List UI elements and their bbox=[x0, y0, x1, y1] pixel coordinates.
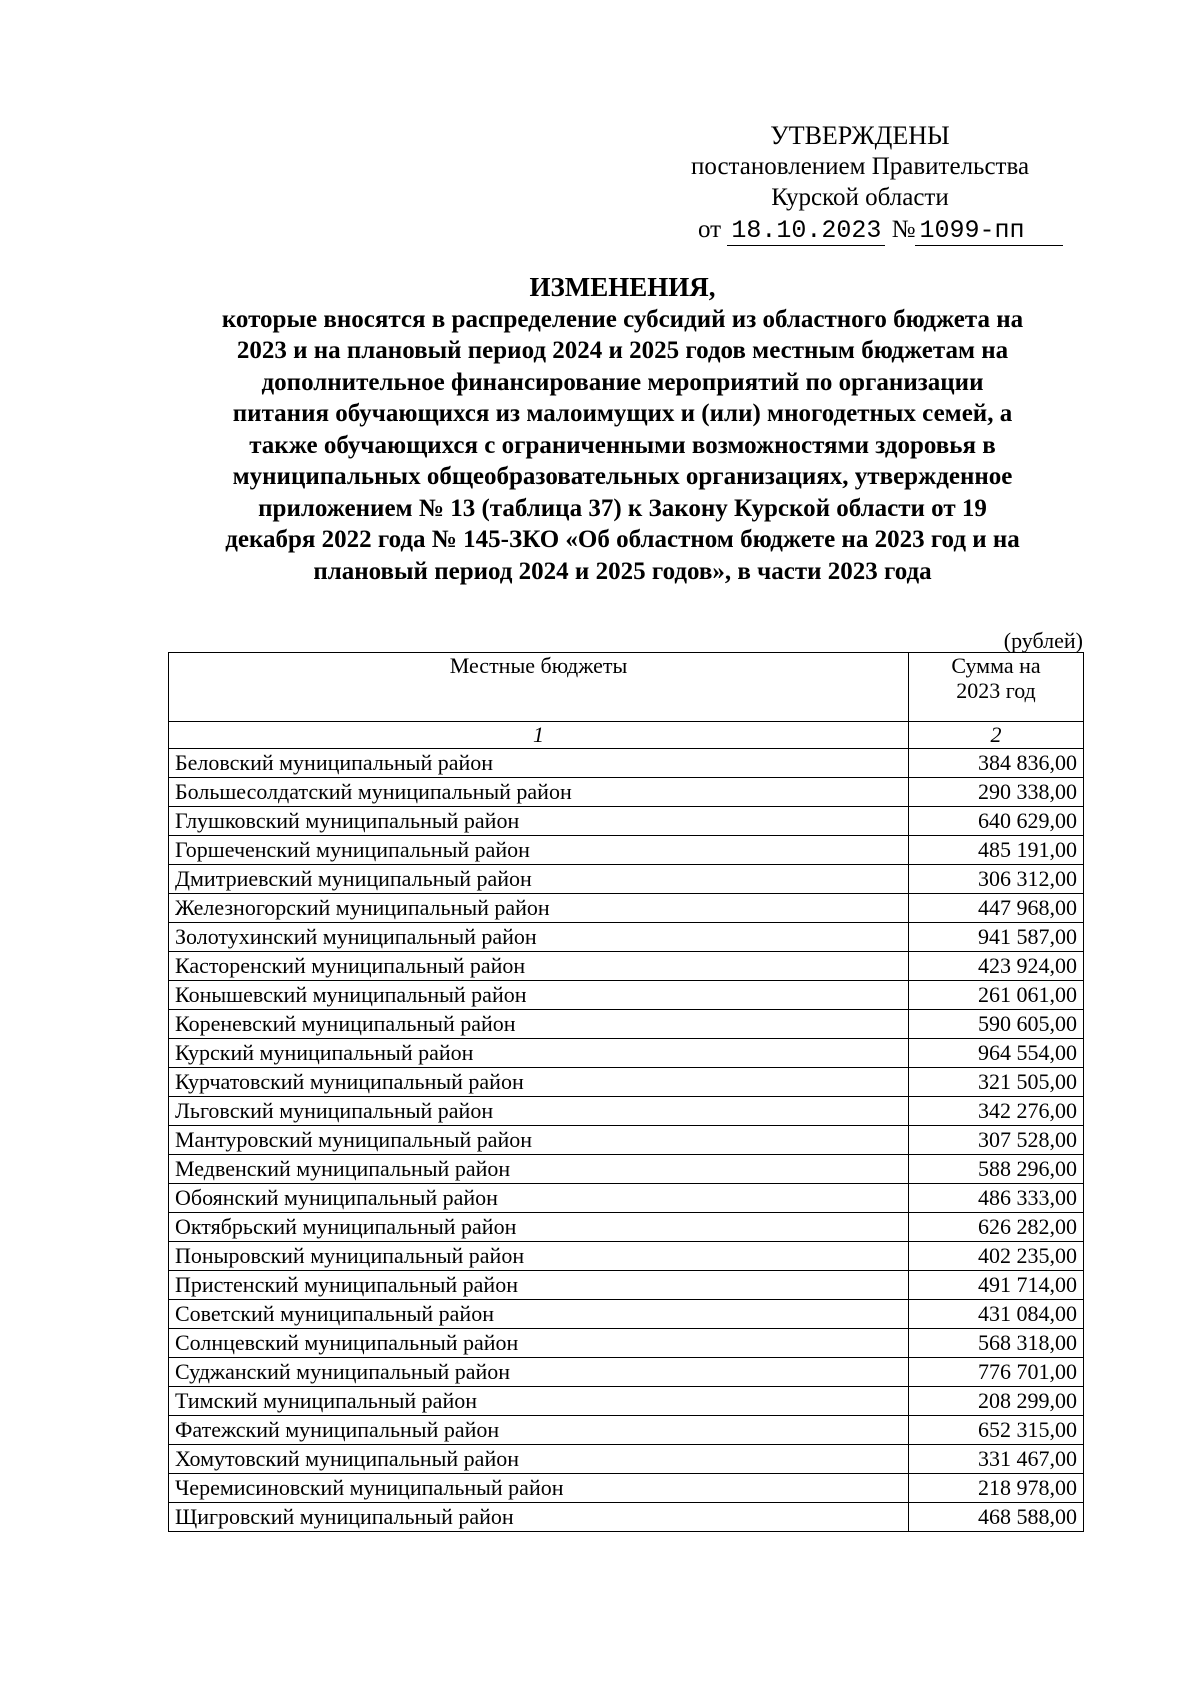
table-row bbox=[169, 1097, 1084, 1126]
budget-sum: 331 467,00 bbox=[909, 1445, 1084, 1474]
approval-date: 18.10.2023 bbox=[727, 216, 885, 246]
budget-name: Поныровский муниципальный район bbox=[169, 1242, 909, 1271]
subtitle-line: также обучающихся с ограниченными возможностями здоровья в bbox=[249, 431, 996, 459]
col-index: 1 bbox=[169, 722, 909, 749]
budget-sum: 218 978,00 bbox=[909, 1474, 1084, 1503]
budget-name: Тимский муниципальный район bbox=[169, 1387, 909, 1416]
budget-sum: 431 084,00 bbox=[909, 1300, 1084, 1329]
budget-sum: 290 338,00 bbox=[909, 778, 1084, 807]
budget-name: Кореневский муниципальный район bbox=[169, 1010, 909, 1039]
table-row bbox=[169, 1271, 1084, 1300]
table-row bbox=[169, 1416, 1084, 1445]
budget-table bbox=[168, 652, 1084, 1532]
budget-sum: 485 191,00 bbox=[909, 836, 1084, 865]
budget-name: Солнцевский муниципальный район bbox=[169, 1329, 909, 1358]
unit-label: (рублей) bbox=[1003, 628, 1083, 653]
budget-name: Дмитриевский муниципальный район bbox=[169, 865, 909, 894]
table-row bbox=[169, 1010, 1084, 1039]
budget-name: Хомутовский муниципальный район bbox=[169, 1445, 909, 1474]
approval-line: Курской области bbox=[771, 184, 949, 211]
budget-sum: 964 554,00 bbox=[909, 1039, 1084, 1068]
budget-name: Горшеченский муниципальный район bbox=[169, 836, 909, 865]
subtitle-line: дополнительное финансирование мероприятий по организации bbox=[261, 368, 984, 396]
table-row bbox=[169, 952, 1084, 981]
subtitle-line: питания обучающихся из малоимущих и (или) многодетных семей, а bbox=[232, 400, 1013, 427]
table-row bbox=[169, 1358, 1084, 1387]
table-row bbox=[169, 1387, 1084, 1416]
budget-name: Медвенский муниципальный район bbox=[169, 1155, 909, 1184]
budget-name: Конышевский муниципальный район bbox=[169, 981, 909, 1010]
budget-sum: 941 587,00 bbox=[909, 923, 1084, 952]
budget-sum: 447 968,00 bbox=[909, 894, 1084, 923]
budget-sum: 306 312,00 bbox=[909, 865, 1084, 894]
budget-name: Мантуровский муниципальный район bbox=[169, 1126, 909, 1155]
header-sum-text: Сумма на 2023 год bbox=[951, 653, 1041, 703]
table-row bbox=[169, 1329, 1084, 1358]
subtitle-line: приложением № 13 (таблица 37) к Закону Курской области от 19 bbox=[258, 494, 987, 522]
subtitle-line: плановый период 2024 и 2025 годов», в части 2023 года bbox=[313, 557, 932, 585]
budget-sum: 402 235,00 bbox=[909, 1242, 1084, 1271]
budget-sum: 588 296,00 bbox=[909, 1155, 1084, 1184]
table-row bbox=[169, 1242, 1084, 1271]
budget-sum: 261 061,00 bbox=[909, 981, 1084, 1010]
approval-number: 1099-пп bbox=[915, 216, 1063, 246]
subtitle bbox=[160, 304, 1085, 588]
table-row bbox=[169, 1155, 1084, 1184]
subtitle-line: муниципальных общеобразовательных организациях, утвержденное bbox=[232, 463, 1013, 490]
header-sum bbox=[909, 653, 1084, 722]
budget-sum: 640 629,00 bbox=[909, 807, 1084, 836]
table-row bbox=[169, 981, 1084, 1010]
budget-name: Фатежский муниципальный район bbox=[169, 1416, 909, 1445]
budget-name: Суджанский муниципальный район bbox=[169, 1358, 909, 1387]
table-row bbox=[169, 1068, 1084, 1097]
budget-name: Черемисиновский муниципальный район bbox=[169, 1474, 909, 1503]
approval-title: УТВЕРЖДЕНЫ bbox=[770, 121, 950, 150]
budget-name: Обоянский муниципальный район bbox=[169, 1184, 909, 1213]
budget-name: Золотухинский муниципальный район bbox=[169, 923, 909, 952]
budget-sum: 491 714,00 bbox=[909, 1271, 1084, 1300]
budget-sum: 568 318,00 bbox=[909, 1329, 1084, 1358]
budget-name: Пристенский муниципальный район bbox=[169, 1271, 909, 1300]
budget-name: Щигровский муниципальный район bbox=[169, 1503, 909, 1532]
table-row bbox=[169, 1039, 1084, 1068]
number-prefix: № bbox=[891, 216, 916, 243]
table-row bbox=[169, 1184, 1084, 1213]
budget-sum: 208 299,00 bbox=[909, 1387, 1084, 1416]
budget-sum: 626 282,00 bbox=[909, 1213, 1084, 1242]
approval-date-line bbox=[698, 216, 1063, 246]
subtitle-line: декабря 2022 года № 145-ЗКО «Об областном бюджете на 2023 год и на bbox=[225, 526, 1020, 553]
budget-name: Железногорский муниципальный район bbox=[169, 894, 909, 923]
table-row bbox=[169, 807, 1084, 836]
budget-sum: 652 315,00 bbox=[909, 1416, 1084, 1445]
budget-sum: 486 333,00 bbox=[909, 1184, 1084, 1213]
approval-block bbox=[640, 120, 1080, 213]
approval-line: постановлением Правительства bbox=[690, 153, 1030, 180]
table-row bbox=[169, 1503, 1084, 1532]
budget-sum: 423 924,00 bbox=[909, 952, 1084, 981]
budget-name: Касторенский муниципальный район bbox=[169, 952, 909, 981]
table-row bbox=[169, 865, 1084, 894]
table-row bbox=[169, 1474, 1084, 1503]
budget-sum: 342 276,00 bbox=[909, 1097, 1084, 1126]
budget-name: Большесолдатский муниципальный район bbox=[169, 778, 909, 807]
budget-name: Октябрьский муниципальный район bbox=[169, 1213, 909, 1242]
budget-sum: 307 528,00 bbox=[909, 1126, 1084, 1155]
subtitle-line: 2023 и на плановый период 2024 и 2025 годов местным бюджетам на bbox=[236, 337, 1009, 364]
budget-sum: 384 836,00 bbox=[909, 749, 1084, 778]
budget-sum: 590 605,00 bbox=[909, 1010, 1084, 1039]
subtitle-line: которые вносятся в распределение субсидий из областного бюджета на bbox=[221, 305, 1024, 333]
table-row bbox=[169, 1213, 1084, 1242]
budget-sum: 321 505,00 bbox=[909, 1068, 1084, 1097]
budget-name: Курчатовский муниципальный район bbox=[169, 1068, 909, 1097]
budget-sum: 776 701,00 bbox=[909, 1358, 1084, 1387]
budget-name: Беловский муниципальный район bbox=[169, 749, 909, 778]
header-budgets: Местные бюджеты bbox=[169, 653, 909, 722]
budget-name: Курский муниципальный район bbox=[169, 1039, 909, 1068]
document-title bbox=[160, 272, 1085, 587]
col-index: 2 bbox=[909, 722, 1084, 749]
budget-name: Советский муниципальный район bbox=[169, 1300, 909, 1329]
table-row bbox=[169, 923, 1084, 952]
table-row bbox=[169, 894, 1084, 923]
budget-name: Льговский муниципальный район bbox=[169, 1097, 909, 1126]
table-row bbox=[169, 836, 1084, 865]
table-row bbox=[169, 1300, 1084, 1329]
table-row bbox=[169, 1126, 1084, 1155]
table-row bbox=[169, 1445, 1084, 1474]
heading: ИЗМЕНЕНИЯ, bbox=[529, 272, 716, 302]
table-row bbox=[169, 778, 1084, 807]
budget-name: Глушковский муниципальный район bbox=[169, 807, 909, 836]
table-row bbox=[169, 749, 1084, 778]
date-prefix: от bbox=[698, 216, 722, 243]
budget-sum: 468 588,00 bbox=[909, 1503, 1084, 1532]
